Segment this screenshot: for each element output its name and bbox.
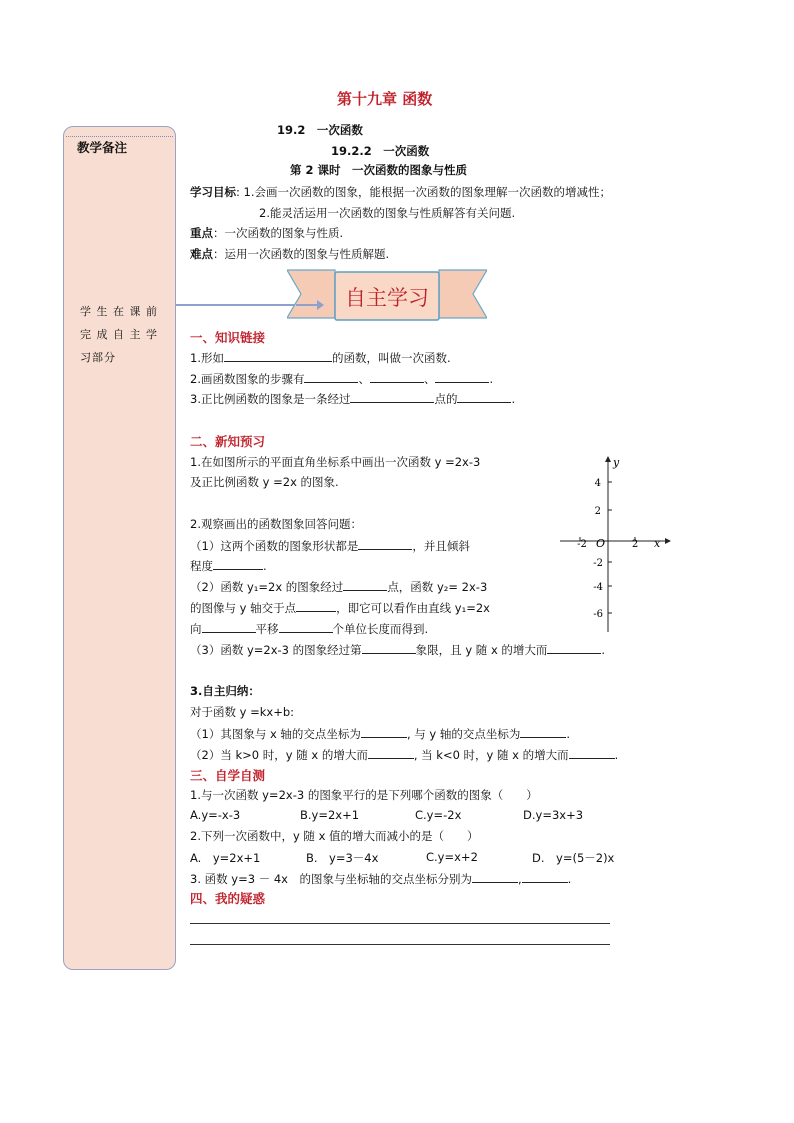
q-text: 3. 函数 y=3 － 4x 的图象与坐标轴的交点坐标分别为 [190, 872, 472, 886]
key-label: 重点 [190, 226, 213, 240]
goals-label: 学习目标 [190, 185, 236, 199]
q-text: 1.形如 [190, 351, 224, 365]
option-b[interactable]: B. y=3－4x [306, 851, 379, 865]
test-question-1: 1.与一次函数 y=2x-3 的图象平行的是下列哪个函数的图象（ ） [190, 788, 538, 802]
option-c[interactable]: C.y=x+2 [426, 850, 478, 864]
q-text: 点，函数 y₂= 2x-3 [387, 580, 488, 594]
prep-line [190, 578, 487, 595]
summary-line [190, 725, 570, 742]
option-d[interactable]: D. y=(5－2)x [532, 851, 615, 865]
q-text: , 当 k<0 时，y 随 x 的增大而 [413, 748, 569, 762]
connector-line [176, 304, 296, 306]
q-text: 个单位长度而得到. [332, 622, 429, 636]
answer-blank[interactable] [361, 725, 407, 738]
test-question-2: 2.下列一次函数中，y 随 x 值的增大而减小的是（ ） [190, 829, 479, 843]
prep-line: 1.在如图所示的平面直角坐标系中画出一次函数 y =2x-3 [190, 455, 481, 469]
q-text: 平移 [255, 622, 279, 636]
answer-blank[interactable] [370, 370, 424, 383]
answer-blank[interactable] [304, 370, 358, 383]
prep-line [190, 641, 605, 658]
q-text: 的图像与 y 轴交于点 [190, 601, 297, 615]
answer-blank[interactable] [547, 641, 601, 654]
key-text: ：一次函数的图象与性质. [213, 226, 344, 240]
answer-blank[interactable] [358, 537, 412, 550]
banner-ribbon-right [439, 270, 487, 318]
answer-blank[interactable] [213, 557, 263, 570]
section-knowledge-link: 一、知识链接 [190, 330, 266, 345]
coordinate-plane [555, 452, 675, 637]
q-text: 象限，且 y 随 x 的增大而 [415, 643, 548, 657]
prep-line [190, 557, 267, 574]
answer-blank[interactable] [457, 390, 511, 403]
banner-ribbon-left [287, 270, 335, 318]
y-tick-label: -2 [593, 558, 603, 569]
q-text: . [511, 392, 516, 406]
q-text: . [566, 727, 571, 741]
y-tick-label: 2 [594, 506, 601, 517]
prep-line [190, 537, 470, 554]
q-text: 点的 [434, 392, 458, 406]
y-tick-label: -6 [593, 609, 603, 620]
answer-blank[interactable] [343, 578, 387, 591]
q-text: . [489, 372, 494, 386]
q-text: . [614, 748, 619, 762]
lesson-heading: 第 2 课时 一次函数的图象与性质 [290, 163, 468, 177]
q-text: 2.画函数图象的步骤有 [190, 372, 305, 386]
option-a[interactable]: A. y=2x+1 [190, 851, 261, 865]
answer-blank[interactable] [202, 620, 256, 633]
q-text: （1）这两个函数的图象形状都是 [190, 539, 359, 553]
q-text: ，即它可以看作由直线 y₁=2x [336, 601, 490, 615]
x-axis-arrow-icon [665, 538, 671, 544]
q-text: . [263, 559, 267, 573]
q-text: （1）其图象与 x 轴的交点坐标为 [190, 727, 361, 741]
question-1-3 [190, 390, 515, 407]
sidebar-divider [66, 136, 173, 137]
section-new-knowledge: 二、新知预习 [190, 434, 266, 449]
answer-blank[interactable] [522, 870, 568, 883]
banner-text: 自主学习 [345, 286, 429, 310]
summary-line [190, 746, 618, 763]
sidebar-note-line: 学 生 在 课 前 [80, 305, 158, 318]
q-text: , [517, 872, 522, 886]
q-text: 3.正比例函数的图象是一条经过 [190, 392, 351, 406]
option-a[interactable]: A.y=-x-3 [190, 808, 241, 822]
q-text: 、 [358, 372, 370, 386]
q-text: （3）函数 y=2x-3 的图象经过第 [190, 643, 362, 657]
subsection-heading: 19.2.2 一次函数 [331, 144, 430, 158]
q-text: . [567, 872, 572, 886]
q-text: 、 [423, 372, 436, 386]
learning-goals [190, 184, 611, 200]
x-tick-label: 2 [631, 539, 639, 550]
section-my-doubts: 四、我的疑惑 [190, 891, 266, 906]
section-self-test: 三、自学自测 [190, 768, 266, 783]
y-tick-label: 4 [594, 478, 601, 489]
answer-blank[interactable] [279, 620, 333, 633]
key-point [190, 225, 343, 241]
prep-line [190, 599, 490, 616]
difficulty-label: 难点 [190, 247, 213, 261]
teaching-notes-sidebar [63, 126, 176, 970]
answer-blank[interactable] [296, 599, 336, 612]
q-text: . [601, 643, 606, 657]
q-text: 的函数，叫做一次函数. [331, 351, 451, 365]
self-summary-heading: 3.自主归纳： [190, 684, 260, 698]
sidebar-note-line: 习部分 [80, 351, 116, 364]
sidebar-heading: 教学备注 [77, 140, 128, 155]
summary-line: 对于函数 y =kx+b: [190, 705, 295, 719]
q-text: 向 [190, 622, 202, 636]
q-text: , 与 y 轴的交点坐标为 [406, 727, 521, 741]
origin-label: O [596, 537, 606, 550]
q-text: （2）函数 y₁=2x 的图象经过 [190, 580, 344, 594]
answer-blank[interactable] [472, 870, 518, 883]
option-c[interactable]: C.y=-2x [415, 808, 462, 822]
difficulty-point [190, 246, 389, 262]
y-axis-label: y [613, 456, 620, 469]
y-tick-label: -4 [593, 582, 603, 593]
x-axis-label: x [654, 537, 661, 550]
sidebar-note-line: 完 成 自 主 学 [80, 328, 158, 341]
answer-blank[interactable] [435, 370, 489, 383]
page-title: 第十九章 函数 [337, 90, 433, 108]
self-study-banner [287, 266, 487, 326]
goal-1: : 1.会画一次函数的图象，能根据一次函数的图象理解一次函数的增减性； [236, 185, 611, 199]
answer-blank[interactable] [368, 746, 414, 759]
answer-blank[interactable] [362, 641, 416, 654]
difficulty-text: ：运用一次函数的图象与性质解题. [213, 247, 390, 261]
option-b[interactable]: B.y=2x+1 [300, 808, 360, 822]
answer-blank[interactable] [569, 746, 615, 759]
prep-line: 及正比例函数 y =2x 的图象. [190, 475, 339, 489]
answer-blank[interactable] [224, 349, 332, 362]
x-tick-label: -2 [577, 539, 587, 550]
answer-blank[interactable] [520, 725, 566, 738]
question-1-1 [190, 349, 451, 366]
prep-line: 2.观察画出的函数图象回答问题： [190, 517, 362, 531]
doubt-answer-line[interactable] [190, 944, 610, 945]
test-question-3 [190, 870, 571, 887]
answer-blank[interactable] [350, 390, 434, 403]
question-1-2 [190, 370, 493, 387]
option-d[interactable]: D.y=3x+3 [523, 808, 584, 822]
q-text: （2）当 k>0 时，y 随 x 的增大而 [190, 748, 368, 762]
goal-2: 2.能灵活运用一次函数的图象与性质解答有关问题. [259, 206, 516, 220]
q-text: 程度 [190, 559, 213, 573]
prep-line [190, 620, 428, 637]
q-text: ，并且倾斜 [412, 539, 470, 553]
y-axis-arrow-icon [605, 456, 611, 462]
section-heading: 19.2 一次函数 [277, 123, 363, 137]
doubt-answer-line[interactable] [190, 923, 610, 924]
